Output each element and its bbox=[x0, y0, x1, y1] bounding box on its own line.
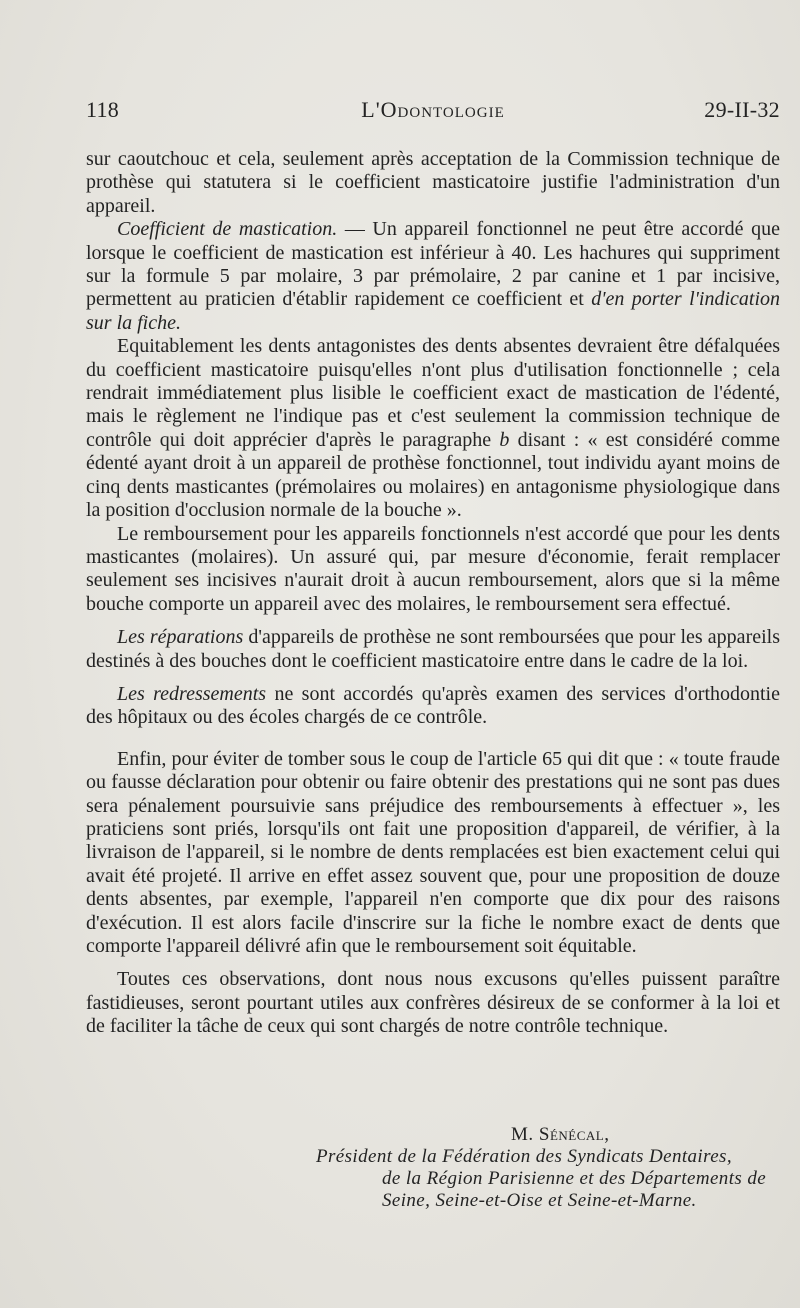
paragraph-3-italic: b bbox=[499, 428, 510, 451]
paragraph-2-italic-end: d'en porter l'indication sur la fiche. bbox=[86, 288, 781, 334]
paragraph-8 bbox=[86, 968, 780, 1038]
page-number: 118 bbox=[86, 97, 120, 122]
paragraph-6-heading: Les redressements bbox=[117, 682, 267, 705]
signature-block bbox=[86, 1124, 780, 1212]
paragraph-6 bbox=[86, 683, 780, 730]
paragraph-3-text: Equitablement les dents antagonistes des dents absentes devraient être défalquées du coefficient masticatoire puisqu'elles n'ont plus d'utilisation fonctionnelle ; cela rendrait immédiatement plus lisible le coefficient exact de mastication de l'édenté, mais le règlement ne l'indique pas et c'est seulement la commission technique de contrôle qui doit apprécier d'après le paragraphe bbox=[86, 335, 780, 451]
paragraph-2-text: — Un appareil fonctionnel ne peut être accordé que lorsque le coefficient de mastication est inférieur à 40. Les hachures qui suppriment sur la formule 5 par molaire, 3 par prémolaire, 2 par canine et 1 par incisive, permettent au praticien d'établir rapidement ce coefficient et bbox=[86, 218, 780, 311]
paragraph-4-text: Le remboursement pour les appareils fonctionnels n'est accordé que pour les dents masticantes (molaires). Un assuré qui, par mesure d'économie, ferait remplacer seulement ses incisives n'aurait droit à aucun remboursement, alors que si la même bouche comporte un appareil avec des molaires, le remboursement sera effectué. bbox=[86, 522, 780, 615]
author-name bbox=[86, 1124, 780, 1146]
paragraph-1-text: sur caoutchouc et cela, seulement après acceptation de la Commission technique de prothèse qui statutera si le coefficient masticatoire justifie l'administration d'un appareil. bbox=[86, 148, 780, 217]
paragraph-7 bbox=[86, 748, 780, 959]
article-body bbox=[86, 148, 780, 1039]
paragraph-5-text: d'appareils de prothèse ne sont remboursées que pour les appareils destinés à des bouches dont le coefficient masticatoire entre dans le cadre de la loi. bbox=[86, 626, 780, 672]
author-title-line-2: de la Région Parisienne et des Départements de bbox=[382, 1168, 767, 1189]
paragraph-1 bbox=[86, 148, 780, 218]
paragraph-7-text: Enfin, pour éviter de tomber sous le coup de l'article 65 qui dit que : « toute fraude ou fausse déclaration pour obtenir ou faire obtenir des prestations qui ne sont pas dues sera pénalement poursuivie sans préjudice des remboursements à effectuer », les praticiens sont priés, lorsqu'ils ont fait une proposition d'appareil, de vérifier, à la livraison de l'appareil, si le nombre de dents remplacées est bien exactement celui qui avait été projeté. Il arrive en effet assez souvent que, pour une proposition de douze dents absentes, par exemple, l'appareil n'en comporte que dix pour des raisons d'exécution. Il est alors facile d'inscrire sur la fiche le nombre exact de dents que comporte l'appareil délivré afin que le remboursement soit équitable. bbox=[86, 747, 780, 957]
paragraph-3 bbox=[86, 335, 780, 522]
paragraph-6-text: ne sont accordés qu'après examen des services d'orthodontie des hôpitaux ou des écoles chargés de ce contrôle. bbox=[86, 682, 780, 729]
issue-date: 29-II-32 bbox=[704, 97, 780, 122]
author-initial: M. bbox=[511, 1124, 534, 1145]
running-head bbox=[86, 97, 780, 127]
author-surname: Sénécal, bbox=[538, 1124, 610, 1145]
author-title-line-1: Président de la Fédération des Syndicats Dentaires, bbox=[316, 1146, 732, 1167]
paragraph-5-heading: Les réparations bbox=[117, 626, 244, 649]
paragraph-5 bbox=[86, 626, 780, 673]
paragraph-2-heading: Coefficient de mastication. bbox=[117, 218, 338, 241]
author-title bbox=[86, 1146, 780, 1212]
journal-title: L'Odontologie bbox=[361, 97, 505, 122]
author-title-line-3: Seine, Seine-et-Oise et Seine-et-Marne. bbox=[382, 1190, 697, 1211]
paragraph-3-text-end: disant : « est considéré comme édenté ayant droit à un appareil de prothèse fonctionnel, tout individu ayant moins de cinq dents masticantes (prémolaires ou molaires) en antagonisme physiologique dans la position d'occlusion normale de la bouche ». bbox=[86, 428, 780, 522]
paragraph-2 bbox=[86, 218, 780, 335]
paragraph-8-text: Toutes ces observations, dont nous nous excusons qu'elles puissent paraître fastidieuses, seront pourtant utiles aux confrères désireux de se conformer à la loi et de faciliter la tâche de ceux qui sont chargés de notre contrôle technique. bbox=[86, 968, 780, 1038]
paragraph-4 bbox=[86, 523, 780, 617]
